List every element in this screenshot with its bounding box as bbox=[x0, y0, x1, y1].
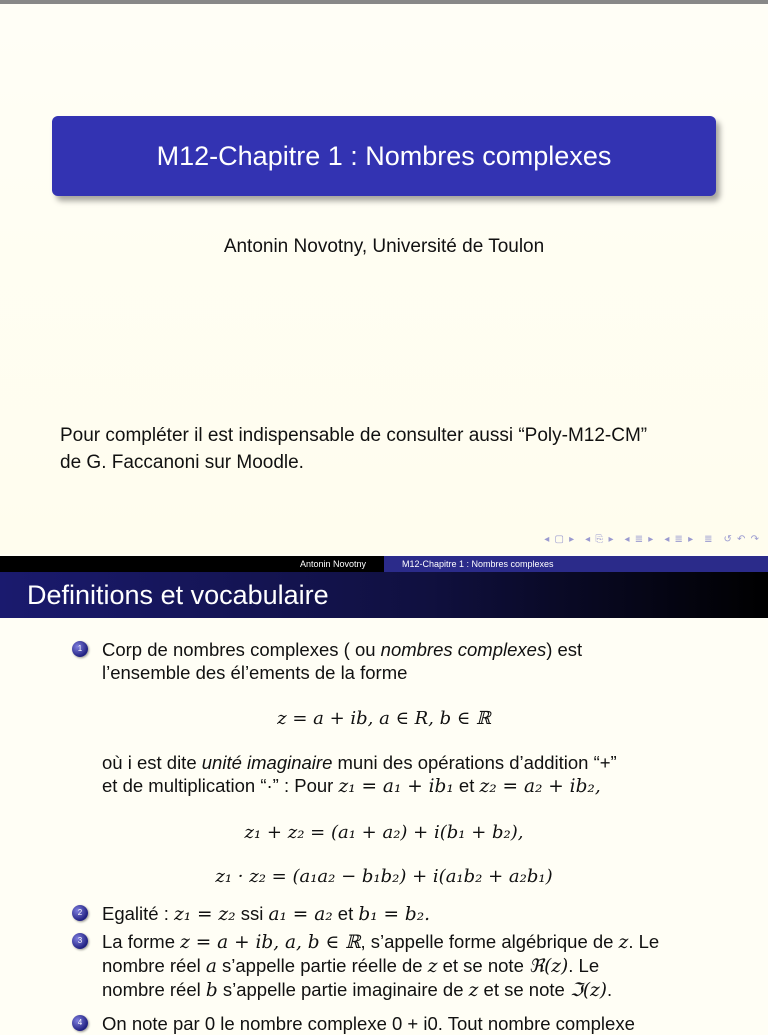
text: muni des opérations d’addition “+” bbox=[332, 752, 617, 773]
note-paragraph bbox=[60, 422, 740, 476]
list-item-1-continued bbox=[72, 751, 722, 798]
math: z₂ = a₂ + ib₂, bbox=[479, 776, 601, 797]
text: et se note bbox=[437, 955, 530, 976]
text: Corp de nombres complexes ( ou bbox=[102, 639, 381, 660]
note-line-2: de G. Faccanoni sur Moodle. bbox=[60, 452, 304, 473]
text: . bbox=[607, 979, 613, 1000]
headline-bar bbox=[0, 556, 768, 572]
text: s’appelle partie imaginaire de bbox=[217, 979, 469, 1000]
item1-line4 bbox=[102, 774, 722, 798]
item3-line1 bbox=[102, 930, 722, 954]
nav-subsection-icon[interactable]: ◂ ≣ ▸ bbox=[624, 534, 655, 545]
list-item-2 bbox=[72, 902, 722, 926]
frame-title: Definitions et vocabulaire bbox=[0, 572, 768, 618]
text: , s’appelle forme algébrique de bbox=[360, 931, 619, 952]
equation-3: z₁ · z₂ = (a₁a₂ − b₁b₂) + i(a₁b₂ + a₂b₁) bbox=[215, 866, 553, 887]
math: z₁ = a₁ + ib₁ bbox=[338, 776, 454, 797]
text: où i est dite bbox=[102, 752, 202, 773]
text: nombre réel bbox=[102, 955, 206, 976]
text: . Le bbox=[628, 931, 660, 952]
math: ℜ(z) bbox=[529, 956, 569, 977]
slide-title: M12-Chapitre 1 : Nombres complexes bbox=[156, 140, 612, 171]
math: z₁ = z₂ bbox=[174, 904, 236, 925]
item3-line2 bbox=[102, 954, 722, 978]
list-item-3 bbox=[72, 930, 722, 1002]
emphasis: nombres complexes bbox=[380, 639, 547, 660]
text: ) est bbox=[546, 639, 583, 660]
headline-title: M12-Chapitre 1 : Nombres complexes bbox=[384, 556, 768, 572]
note-line-1: Pour compléter il est indispensable de consulter aussi “Poly-M12-CM” bbox=[60, 425, 648, 446]
bullet-4-icon: 4 bbox=[72, 1015, 88, 1031]
item1-line2: l’ensemble des él’ements de la forme bbox=[102, 662, 408, 683]
math: b bbox=[205, 980, 218, 1001]
text: et bbox=[453, 775, 480, 796]
item1-line3 bbox=[102, 751, 722, 774]
equation-2: z₁ + z₂ = (a₁ + a₂) + i(b₁ + b₂), bbox=[244, 822, 524, 843]
nav-outline-icon[interactable]: ≣ bbox=[704, 534, 714, 545]
item3-line3 bbox=[102, 978, 722, 1002]
bullet-1-icon: 1 bbox=[72, 641, 88, 657]
item4-text: On note par 0 le nombre complexe 0 + i0. Tout nombre complexe bbox=[102, 1013, 635, 1034]
math: z bbox=[468, 980, 479, 1001]
text: La forme bbox=[102, 931, 181, 952]
text: ssi bbox=[235, 903, 269, 924]
text: et bbox=[332, 903, 359, 924]
title-box bbox=[52, 116, 716, 196]
author-line: Antonin Novotny, Université de Toulon bbox=[223, 236, 545, 257]
text: s’appelle partie réelle de bbox=[216, 955, 428, 976]
math: z = a + ib, a, b ∈ ℝ bbox=[180, 932, 361, 953]
text: et de multiplication “·” : Pour bbox=[102, 775, 339, 796]
bullet-2-icon: 2 bbox=[72, 905, 88, 921]
math: z bbox=[618, 932, 629, 953]
text: Egalité : bbox=[102, 903, 174, 924]
math: ℑ(z) bbox=[569, 980, 608, 1001]
math: a bbox=[205, 956, 217, 977]
beamer-navigation bbox=[544, 534, 760, 545]
text: et se note bbox=[478, 979, 570, 1000]
headline-author: Antonin Novotny bbox=[0, 556, 384, 572]
nav-slide-icon[interactable]: ◂ ▢ ▸ bbox=[544, 534, 576, 545]
bullet-3-icon: 3 bbox=[72, 933, 88, 949]
emphasis: unité imaginaire bbox=[201, 752, 333, 773]
list-item-1 bbox=[72, 638, 722, 684]
equation-1: z = a + ib, a ∈ R, b ∈ ℝ bbox=[277, 708, 491, 729]
text: . Le bbox=[568, 955, 600, 976]
text: nombre réel bbox=[102, 979, 206, 1000]
nav-search-back-icon[interactable]: ↺ ↶ ↷ bbox=[723, 534, 760, 545]
math: z bbox=[427, 956, 438, 977]
math: a₁ = a₂ bbox=[268, 904, 333, 925]
math: b₁ = b₂. bbox=[358, 904, 431, 925]
nav-section-icon[interactable]: ◂ ≣ ▸ bbox=[664, 534, 695, 545]
definitions-slide bbox=[0, 618, 768, 1034]
nav-frame-icon[interactable]: ◂ ⎘ ▸ bbox=[585, 534, 615, 545]
item1-line1 bbox=[102, 638, 722, 661]
title-slide bbox=[0, 4, 768, 554]
